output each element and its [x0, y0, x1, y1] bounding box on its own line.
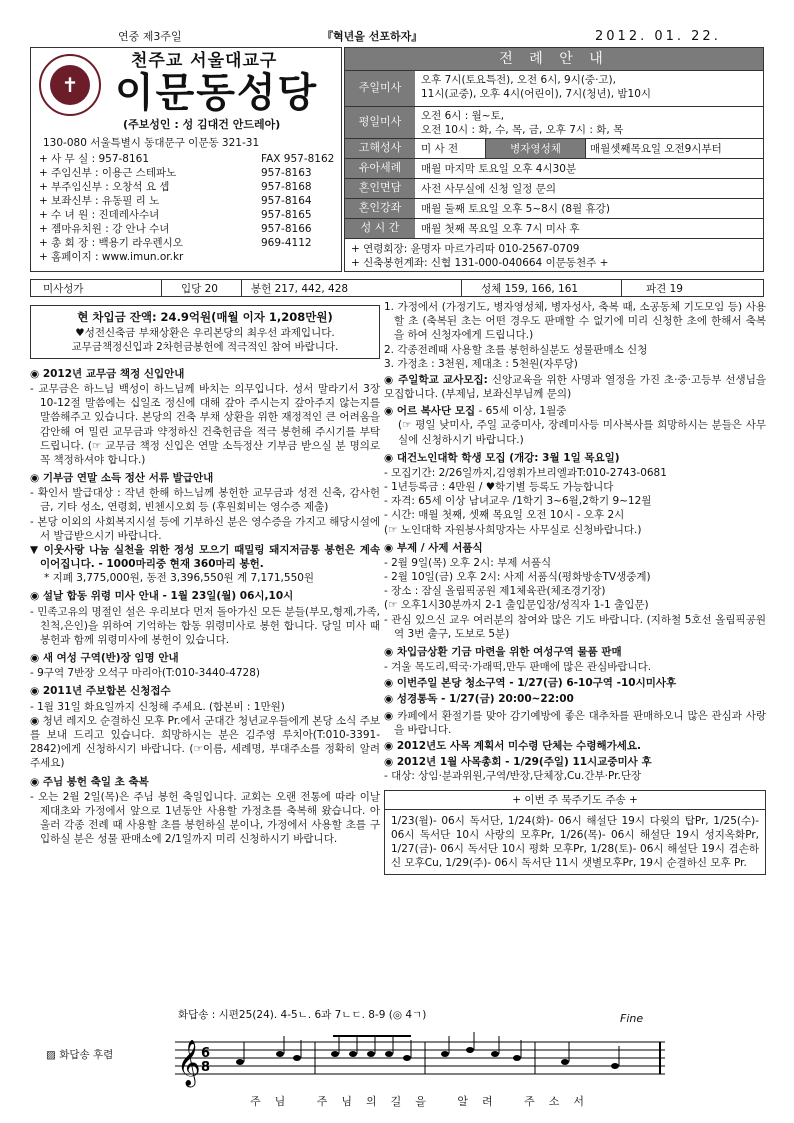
church-name: 이문동성당 — [115, 70, 319, 116]
rosary-schedule — [384, 790, 766, 876]
liturgy-title: 전 례 안 내 — [345, 48, 763, 70]
slogan: 『혁년을 선포하자』 — [322, 30, 423, 43]
general-assembly-body: - 대상: 상임·분과위원,구역/반장,단체장,Cu.간부·Pr.단장 — [384, 770, 642, 783]
bible-reading-notice: ◉ 성경통독 - 1/27(금) 20:00~22:00 — [384, 693, 574, 706]
altar-server-notice — [384, 404, 766, 418]
contact-row: + 총 회 장 : 백용기 라우렌시오 969-4112 — [39, 237, 312, 250]
goods-sale-title: ◉ 차입금상환 기금 마련을 위한 여성구역 물품 판매 — [384, 645, 622, 658]
candlemas-notice — [30, 775, 380, 847]
altar-server-detail: (☞ 평일 낮미사, 주일 교중미사, 장례미사등 미사복사를 희망하시는 분들은 사무실에 신청하시기 바랍니다.) — [398, 419, 766, 446]
memorial-mass-body: - 민족고유의 명절인 설은 우리보다 먼저 돌아가신 모든 분들(부모,형제,가족,친척,은인)을 위하여 기억하는 합동 위령미사로 봉헌 합니다. 당일 미사 때 봉헌과 함께 위령미사에 봉헌이 있습니다. — [30, 605, 380, 646]
senior-college-item: - 시간: 매월 첫째, 셋째 목요일 오전 10시 - 오후 2시 — [384, 509, 625, 522]
piggy-bank-item: ▼ 이웃사랑 나눔 실천을 위한 정성 모으기 때밀링 돼지저금통 봉헌은 계속 이어집니다. - 1000마리중 현재 360마리 봉헌. — [30, 543, 380, 571]
weekday-mass-times-2: 오전 10시 : 화, 수, 목, 금, 오후 7시 : 화, 목 — [421, 124, 624, 137]
fine-mark: Fine — [620, 1012, 644, 1025]
communion-hymn: 성체 159, 166, 161 — [481, 283, 579, 295]
ordination-item: - 2월 9일(목) 오후 2시: 부제 서품식 — [384, 556, 552, 569]
confession-label: 고해성사 — [345, 139, 415, 158]
entrance-hymn: 입당 20 — [181, 283, 218, 295]
tithe-title: ◉ 2012년 교무금 책정 신입안내 — [30, 367, 185, 380]
sunday-school-notice — [384, 373, 766, 401]
top-line — [30, 28, 770, 46]
donation-account-note: + 신축봉헌계좌: 신협 131-000-040664 이문동천주 + — [351, 257, 609, 270]
holy-hour-row — [345, 218, 763, 238]
ordination-title: ◉ 부제 / 사제 서품식 — [384, 541, 483, 554]
contact-row: + 젬마유치원 : 강 안나 수녀 957-8166 — [39, 223, 312, 236]
marriage-interview-row — [345, 178, 763, 198]
funeral-committee-note: + 연령회장: 윤명자 마르가리따 010-2567-0709 — [351, 243, 580, 255]
military-bulletin-item: ◉ 청년 레지오 순결하신 모후 Pr.에서 군대간 청년교우들에게 본당 소식 주보를 보내 드리고 있습니다. 희망하시는 분은 김주영 루치아(T:010-3391-2842)에게 신청하시기 바랍니다. (☞이름, 세례명, 부대주소를 정확히 알려 주세요) — [30, 714, 380, 770]
senior-college-item: - 자격: 65세 이상 남녀교우 /1학기 3~6월,2학기 9~12월 — [384, 495, 652, 508]
tax-receipt-title: ◉ 기부금 연말 소득 정산 서류 발급안내 — [30, 472, 214, 485]
candle-item-1: 1. 가정에서 (가정기도, 병자영성체, 병자성사, 축복 때, 소공동체 기도모임 등) 사용할 초 (축복된 초는 어떤 경우도 판매할 수 없기에 미리 신청한 초에 한해서 축복을 하여 신청자에게 드립니다.) — [384, 301, 766, 342]
marriage-interview-label: 혼인면담 — [345, 179, 415, 198]
district-leader-notice — [30, 651, 380, 680]
psalm-reference: 화답송 : 시편25(24). 4-5ㄴ. 6과 7ㄴㄷ. 8-9 (◎ 4ㄱ) — [178, 1009, 427, 1021]
debt-notice — [30, 305, 380, 359]
left-column — [30, 305, 380, 848]
contact-row: + 주임신부 : 이용근 스테파노 957-8163 — [39, 167, 312, 180]
weekday-mass-label: 평일미사 — [345, 107, 415, 138]
tax-receipt-item: - 확인서 발급대상 : 작년 한해 하느님께 봉헌한 교무금과 성전 신축, 감사헌금, 기타 성소, 연령회, 빈첸시오회 등 (후원회비는 영수증 제출) — [30, 487, 380, 514]
recessional-hymn: 파견 19 — [646, 283, 683, 295]
ordination-item: - 관심 있으신 교우 여러분의 참여와 많은 기도 바랍니다. (지하철 5호선 올림픽공원역 3번 출구, 도보로 5분) — [384, 613, 766, 640]
holy-hour-label: 성 시 간 — [345, 219, 415, 238]
liturgy-guide — [344, 47, 764, 272]
altar-server-title: ◉ 어르 복사단 모집 — [384, 405, 476, 418]
treble-clef-icon: 𝄞 — [177, 1040, 201, 1086]
contact-row: + 수 녀 원 : 진데레사수녀 957-8165 — [39, 209, 312, 222]
anointing-value: 매월셋째목요일 오전9시부터 — [585, 139, 763, 158]
bulletin-binding-title: ◉ 2011년 주보합본 신청접수 — [30, 685, 171, 698]
bulletin-binding-item: - 1월 31일 화요일까지 신청해 주세요. (합본비 : 1만원) — [30, 700, 285, 713]
issue-date: 2012. 01. 22. — [595, 29, 721, 44]
tax-receipt-item: - 본당 이외의 사회복지시설 등에 기부하신 분은 영수증을 가지고 해당시설에서 발급받으시기 바랍니다. — [30, 515, 380, 542]
weekday-mass-times: 오전 6시 : 월~토, — [421, 110, 505, 122]
holy-hour-value: 매월 첫째 목요일 오후 7시 미사 후 — [421, 223, 580, 235]
debt-line-2: 교무금책정신입과 2차헌금봉헌에 적극적인 참여 바랍니다. — [71, 340, 339, 353]
liturgy-notes — [345, 238, 763, 273]
cross-icon: ✝ — [50, 65, 90, 105]
senior-college-item: (☞ 노인대학 자원봉사희망자는 사무실로 신청바랍니다.) — [384, 523, 642, 536]
rosary-body: 1/23(월)- 06시 독서단, 1/24(화)- 06시 해설단 19시 다윗의 탑Pr, 1/25(수)- 06시 독서단 10시 사랑의 모후Pr, 1/26(목)- 06시 해설단 19시 성지옥화Pr, 1/27(금)- 06시 독서단 10시 평화 모후Pr, 1/28(토)- 06시 해설단 19시 겸손하신 모후Cu, 1/29(주)- 06시 독서단 11시 샛별모후Pr, 19시 순결하신 모후 Pr. — [391, 814, 759, 870]
debt-title: 현 차입금 잔액: 24.9억원(매월 이자 1,208만원) — [77, 310, 333, 324]
district-leader-title: ◉ 새 여성 구역(반)장 임명 안내 — [30, 652, 179, 665]
psalm-refrain-label: ▨ 화답송 후렴 — [46, 1049, 114, 1061]
senior-college-item: - 1년등록금 : 4만원 / ♥학기별 등록도 가능합니다 — [384, 481, 614, 494]
senior-college-title: ◉ 대건노인대학 학생 모집 (개강: 3월 1일 목요일) — [384, 451, 620, 464]
ordination-item: - 장소 : 잠실 올림픽공원 제1체육관(체조경기장) — [384, 585, 606, 598]
contact-row: + 보좌신부 : 유동필 리 노 957-8164 — [39, 195, 312, 208]
address: 130-080 서울특별시 동대문구 이문동 321-31 — [43, 137, 260, 149]
cleaning-notice: ◉ 이번주일 본당 청소구역 - 1/27(금) 6-10구역 -10시미사후 — [384, 677, 677, 690]
contact-row: + 사 무 실 : 957-8161 FAX 957-8162 — [39, 153, 335, 166]
contact-info — [39, 136, 339, 264]
marriage-class-row — [345, 198, 763, 218]
svg-text:6: 6 — [201, 1046, 211, 1061]
district-leader-body: - 9구역 7반장 오석구 마리아(T:010-3440-4728) — [30, 667, 260, 680]
ordination-item: (☞ 오후1시30분까지 2-1 출입문입장/성직자 1-1 출입문) — [384, 599, 649, 612]
contact-row: + 홈페이지 : www.imun.or.kr — [39, 251, 184, 264]
debt-line-1: ♥성전신축금 부채상환은 우리본당의 최우선 과제입니다. — [75, 326, 335, 339]
goods-sale-body: - 겨울 목도리,떡국·가래떡,만두 판매에 많은 관심바랍니다. — [384, 661, 652, 674]
anointing-label: 병자영성체 — [485, 139, 585, 158]
offertory-hymn: 봉헌 217, 442, 428 — [251, 283, 349, 295]
memorial-mass-notice — [30, 589, 380, 647]
sunday-mass-times-2: 11시(교중), 오후 4시(어린이), 7시(청년), 밤10시 — [421, 88, 652, 101]
senior-college-item: - 모집기간: 2/26일까지,김영휘가브리엘과T:010-2743-0681 — [384, 466, 667, 479]
patron-saint: (주보성인 : 성 김대건 안드레아) — [123, 118, 281, 131]
confession-row — [345, 138, 763, 158]
tithe-notice — [30, 367, 380, 467]
sunday-mass-times: 오후 7시(토요특전), 오전 6시, 9시(중·고), — [421, 74, 616, 86]
tax-receipt-notice — [30, 471, 380, 585]
sunday-mass-row — [345, 70, 763, 106]
marriage-class-value: 매월 둘째 토요일 오후 5~8시 (8월 휴강) — [421, 203, 610, 215]
marriage-interview-value: 사전 사무실에 신청 일정 문의 — [421, 183, 557, 195]
candle-item-2: 2. 각종전례때 사용할 초를 봉헌하실분도 성물판매소 신청 — [384, 343, 648, 356]
archdiocese-name: 천주교 서울대교구 — [131, 51, 278, 71]
music-staff — [175, 1032, 675, 1090]
svg-text:8: 8 — [201, 1060, 211, 1075]
candle-item-3: 3. 가정초 : 3천원, 제대초 : 5천원(자루당) — [384, 357, 578, 370]
contact-row: + 부주임신부 : 오창석 요 셉 957-8168 — [39, 181, 312, 194]
piggy-bank-totals: * 지폐 3,775,000원, 동전 3,396,550원 계 7,171,550원 — [44, 572, 315, 585]
tithe-body: - 교무금은 하느님 백성이 하느님께 바치는 의무입니다. 성서 말라기서 3장 10-12절 말씀에는 십일조 정신에 대해 갚아 주시는지 갚아주지 않는지를 말씀해주고 있습니다. 본당의 건축 부채 상환을 위한 재정적인 큰 어려움을 감안해 여 밀린 교무금과 약정하신 건축헌금을 적극 봉헌해 주시기를 부탁드립니다. (☞ 교무금 책정 신입은 연말 소득정산 기부금 받으실 분 명의로 꼭 책정하셔야 합니다.) — [30, 383, 380, 466]
infant-baptism-label: 유아세례 — [345, 159, 415, 178]
infant-baptism-row — [345, 158, 763, 178]
psalm-lyrics: 주님 주님의길을 알려 주소서 — [250, 1095, 599, 1108]
general-assembly-title: ◉ 2012년 1월 사목총회 - 1/29(주일) 11시교중미사 후 — [384, 756, 652, 769]
mass-hymns-bar — [30, 279, 764, 297]
candlemas-body: - 오는 2월 2일(목)은 주님 봉헌 축일입니다. 교회는 오랜 전통에 따라 이날 제대초와 가정에서 앞으로 1년동안 사용할 가정초를 축복해 왔습니다. 아울러 각종 전례 때 사용할 초를 봉헌하실 분이나, 가정에서 사용할 초를 구입하실 분은 성물 판매소에 2/1일까지 미리 신청하시기 바랍니다. — [30, 790, 380, 846]
altar-server-body: - 65세 이상, 1월중 — [475, 405, 567, 418]
marriage-class-label: 혼인강좌 — [345, 199, 415, 218]
infant-baptism-value: 매월 마지막 토요일 오후 4시30분 — [421, 163, 577, 175]
ordination-item: - 2월 10일(금) 오후 2시: 사제 서품식(평화방송TV생중계) — [384, 571, 651, 584]
parish-header — [30, 47, 342, 272]
bulletin-binding-notice — [30, 684, 380, 770]
cafe-notice: ◉ 카페에서 환절기를 맞아 감기예방에 좋은 대추차를 판매하오니 많은 관심과 사랑을 바랍니다. — [384, 709, 766, 736]
memorial-mass-title: ◉ 설날 합동 위령 미사 안내 - 1월 23일(월) 06시,10시 — [30, 590, 294, 603]
liturgical-week: 연중 제3주일 — [118, 30, 182, 43]
sunday-school-title: ◉ 주일학교 교사모집: — [384, 373, 488, 386]
weekday-mass-row — [345, 106, 763, 138]
candlemas-title: ◉ 주님 봉헌 축일 초 축복 — [30, 775, 149, 788]
pastoral-plan-notice: ◉ 2012년도 사목 계획서 미수령 단체는 수령해가세요. — [384, 739, 642, 752]
sunday-school-body: 신앙교육을 위한 사명과 열정을 가진 초·중·고등부 선생님을 모집합니다. (부제님, 보좌신부님께 문의) — [384, 373, 766, 401]
hymns-label: 미사성가 — [43, 283, 84, 295]
sunday-mass-label: 주일미사 — [345, 71, 415, 106]
rosary-title: + 이번 주 묵주기도 주송 + — [385, 791, 765, 810]
right-column — [384, 300, 766, 875]
parish-logo — [39, 54, 101, 116]
confession-value: 미 사 전 — [421, 143, 459, 155]
